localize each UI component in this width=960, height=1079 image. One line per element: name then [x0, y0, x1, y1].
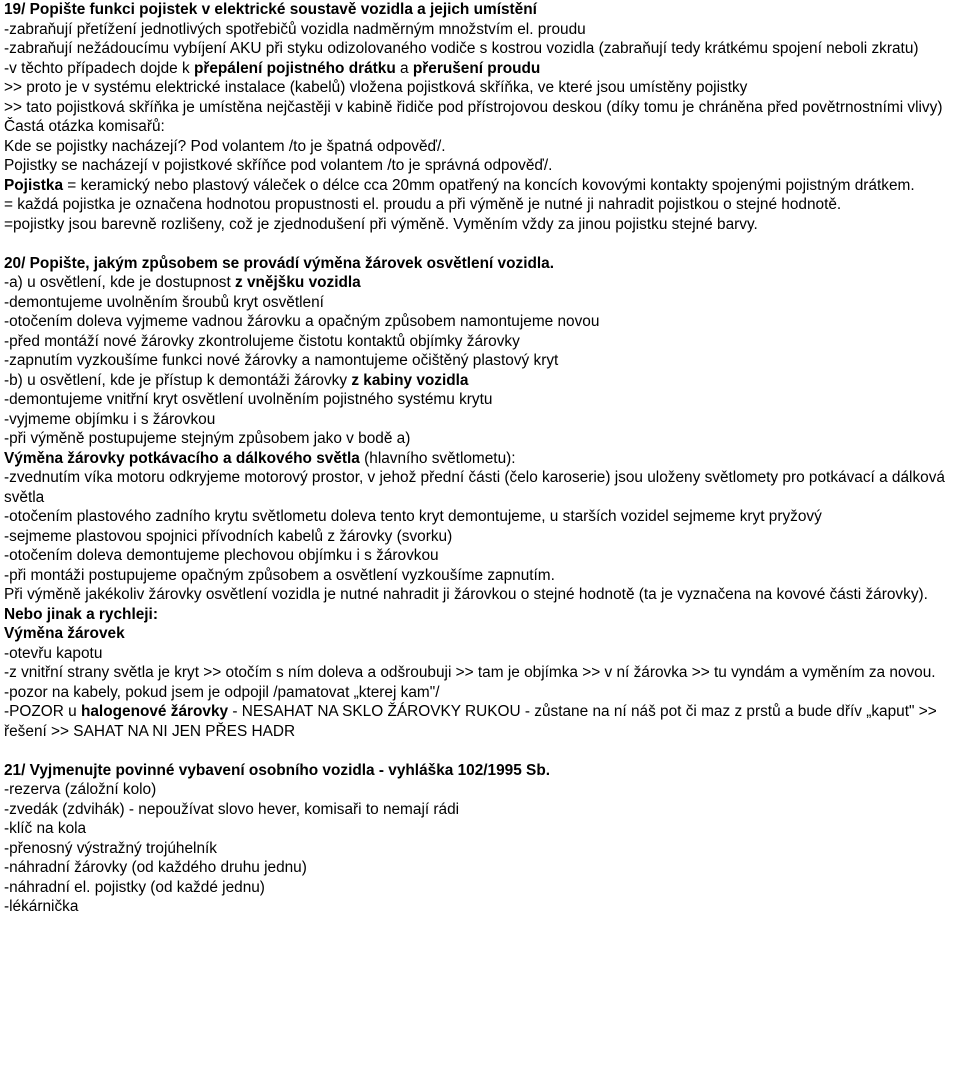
text-line: >> proto je v systému elektrické instalace (kabelů) vložena pojistková skříňka, ve které jsou umístěny pojistky	[4, 79, 748, 96]
text-line	[4, 702, 956, 741]
text-line: -vyjmeme objímku i s žárovkou	[4, 410, 216, 428]
text-line	[4, 449, 956, 469]
bold-span: halogenové žárovky	[80, 703, 229, 720]
text-line: = každá pojistka je označena hodnotou propustnosti el. proudu a při výměně je nutné ji nahradit pojistkou o stejné hodnotě.	[4, 196, 842, 213]
text-line: -před montáží nové žárovky zkontrolujeme čistotu kontaktů objímky žárovky	[4, 332, 520, 350]
text-line: =pojistky jsou barevně rozlišeny, což je zjednodušení při výměně. Vyměním vždy za jinou pojistku stejné barvy.	[4, 215, 758, 233]
text-span: - NESAHAT NA SKLO ŽÁROVKY RUKOU - zůstane na ní náš pot či maz z prstů a bude dřív „kaput" >> řešení >> SAHAT NA NI JEN PŘES HADR	[4, 703, 937, 740]
bold-span: přepálení pojistného drátku	[193, 59, 396, 77]
section-19-title: 19/ Popište funkci pojistek v elektrické soustavě vozidla a jejich umístění	[4, 1, 537, 18]
text-line	[4, 273, 956, 293]
text-line: -při montáži postupujeme opačným způsobem a osvětlení vyzkoušíme zapnutím.	[4, 566, 555, 584]
subheading: Nebo jinak a rychleji:	[4, 605, 158, 623]
text-line: -otočením plastového zadního krytu světlometu doleva tento kryt demontujeme, u starších vozidel sejmeme kryt pryžový	[4, 508, 822, 525]
text-line: Při výměně jakékoliv žárovky osvětlení vozidla je nutné nahradit ji žárovkou o stejné hodnotě (ta je vyznačena na kovové části žárovky).	[4, 586, 928, 603]
list-item: -náhradní el. pojistky (od každé jednu)	[4, 878, 265, 896]
text-line: -z vnitřní strany světla je kryt >> otočím s ním doleva a odšroubuji >> tam je objímka >> v ní žárovka >> tu vyndám a vyměním za novou.	[4, 664, 936, 681]
text-span: (hlavního světlometu):	[359, 449, 516, 467]
section-21-title: 21/ Vyjmenujte povinné vybavení osobního vozidla - vyhláška 102/1995 Sb.	[4, 761, 550, 779]
text-line	[4, 371, 956, 391]
bold-span: Výměna žárovky potkávacího a dálkového světla	[4, 449, 360, 467]
list-item: -zvedák (zdvihák) - nepoužívat slovo hever, komisaři to nemají rádi	[4, 800, 460, 818]
text-line: -demontujeme uvolněním šroubů kryt osvětlení	[4, 293, 324, 311]
text-line: -otevřu kapotu	[4, 644, 103, 662]
section-20-title: 20/ Popište, jakým způsobem se provádí výměna žárovek osvětlení vozidla.	[4, 254, 555, 272]
text-span: = keramický nebo plastový váleček o délce cca 20mm opatřený na koncích kovovými kontakty spojenými pojistným drátkem.	[63, 176, 915, 194]
text-line: Pojistky se nacházejí v pojistkové skříňce pod volantem /to je správná odpověď/.	[4, 157, 553, 174]
text-line: -pozor na kabely, pokud jsem je odpojil /pamatovat „kterej kam"/	[4, 683, 440, 701]
list-item: -lékárnička	[4, 898, 79, 915]
text-line: >> tato pojistková skříňka je umístěna nejčastěji v kabině řidiče pod přístrojovou deskou (díky tomu je chráněna před povětrnostními vlivy)	[4, 98, 943, 116]
list-item: -náhradní žárovky (od každého druhu jednu)	[4, 859, 307, 876]
text-span: -POZOR u	[4, 703, 81, 720]
list-item: -rezerva (záložní kolo)	[4, 781, 157, 798]
text-line	[4, 59, 956, 79]
text-span: a	[395, 59, 413, 77]
bold-span: přerušení proudu	[412, 59, 541, 77]
text-line: -zabraňují nežádoucímu vybíjení AKU při styku odizolovaného vodiče s kostrou vozidla (zabraňují tedy krátkému spojení neboli zkratu)	[4, 40, 919, 57]
text-line: -demontujeme vnitřní kryt osvětlení uvolněním pojistného systému krytu	[4, 391, 493, 408]
text-line: -při výměně postupujeme stejným způsobem jako v bodě a)	[4, 430, 411, 447]
text-line: Kde se pojistky nacházejí? Pod volantem /to je špatná odpověď/.	[4, 137, 446, 155]
text-line: -otočením doleva vyjmeme vadnou žárovku a opačným způsobem namontujeme novou	[4, 313, 600, 330]
bold-span: z kabiny vozidla	[351, 371, 469, 389]
text-line: -zvednutím víka motoru odkryjeme motorový prostor, v jehož přední části (čelo karoserie) jsou uloženy světlomety pro potkávací a dálková světla	[4, 469, 945, 506]
subheading: Výměna žárovek	[4, 625, 125, 642]
section-21	[4, 761, 956, 917]
text-span: -b) u osvětlení, kde je přístup k demontáži žárovky	[4, 371, 352, 389]
text-span: -a) u osvětlení, kde je dostupnost	[4, 274, 235, 291]
text-line: -sejmeme plastovou spojnici přívodních kabelů z žárovky (svorku)	[4, 527, 453, 545]
text-line: Častá otázka komisařů:	[4, 118, 165, 135]
section-20	[4, 254, 956, 742]
text-line: -zabraňují přetížení jednotlivých spotřebičů vozidla nadměrným množstvím el. proudu	[4, 20, 586, 38]
list-item: -přenosný výstražný trojúhelník	[4, 839, 217, 857]
text-line: -otočením doleva demontujeme plechovou objímku i s žárovkou	[4, 547, 439, 564]
bold-span: Pojistka	[4, 176, 64, 194]
section-19	[4, 0, 956, 234]
text-line	[4, 176, 956, 196]
bold-span: z vnějšku vozidla	[235, 274, 361, 291]
list-item: -klíč na kola	[4, 820, 87, 837]
text-line: -zapnutím vyzkoušíme funkci nové žárovky a namontujeme očištěný plastový kryt	[4, 352, 559, 369]
text-span: -v těchto případech dojde k	[4, 59, 194, 77]
